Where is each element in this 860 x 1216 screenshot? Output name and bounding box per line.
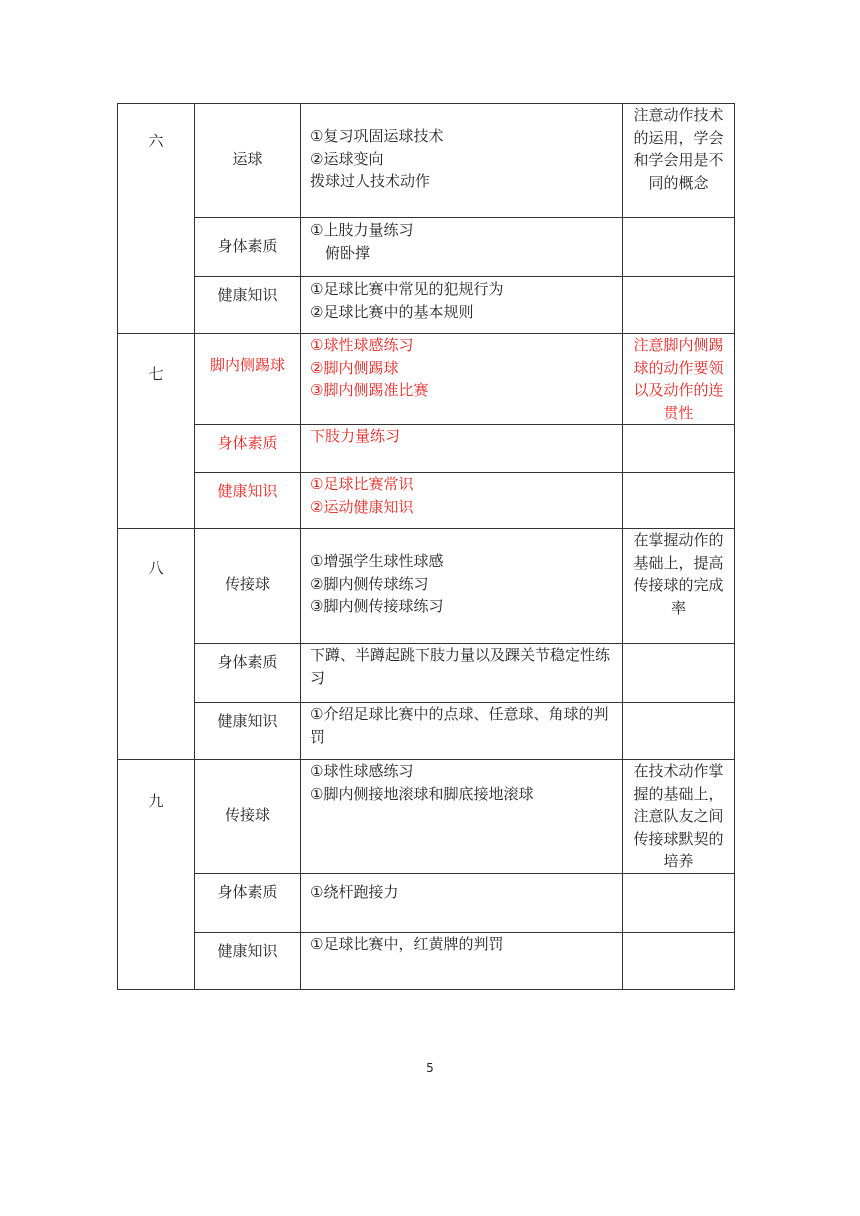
- topic-label: 运球: [232, 150, 263, 168]
- note-cell: [623, 425, 735, 473]
- note-line: 同的概念: [648, 173, 709, 192]
- table-row: [118, 277, 735, 334]
- note-line: 以及动作的连: [633, 381, 724, 399]
- content-cell: [301, 218, 623, 277]
- note-cell: [623, 473, 735, 529]
- page-number: 5: [426, 1061, 434, 1075]
- note-cell: [623, 874, 735, 933]
- note-cell: [623, 104, 735, 218]
- note-cell: [623, 277, 735, 334]
- topic-label: 健康知识: [217, 712, 278, 730]
- note-line: 培养: [663, 852, 694, 870]
- topic-label: 健康知识: [217, 286, 278, 304]
- content-line: ①增强学生球性球感: [310, 552, 444, 570]
- content-line: 俯卧撑: [310, 243, 371, 262]
- table-row: [118, 218, 735, 277]
- topic-label: 健康知识: [217, 942, 278, 960]
- week-number: 七: [148, 365, 164, 383]
- topic-label: 脚内侧踢球: [209, 356, 285, 374]
- note-line: 基础上，提高: [633, 553, 724, 572]
- note-line: 和学会用是不: [633, 151, 724, 169]
- table-row: [118, 529, 735, 644]
- topic-label: 身体素质: [217, 883, 278, 901]
- table-row: [118, 473, 735, 529]
- note-line: 注意动作技术: [633, 106, 724, 124]
- content-line: ①介绍足球比赛中的点球、任意球、角球的判罚: [310, 705, 609, 746]
- content-cell: [301, 334, 623, 425]
- note-line: 注意脚内侧踢: [633, 336, 724, 354]
- note-line: 在技术动作掌: [633, 762, 724, 780]
- content-cell: [301, 473, 623, 529]
- content-line: ②脚内侧踢球: [310, 358, 399, 377]
- note-line: 传接球默契的: [633, 829, 724, 848]
- note-line: 注意队友之间: [633, 807, 724, 825]
- topic-cell: [195, 874, 301, 933]
- content-line: ③脚内侧传接球练习: [310, 597, 444, 615]
- note-line: 球的动作要领: [633, 358, 724, 377]
- week-number: 八: [148, 559, 164, 577]
- content-line: ③脚内侧踢准比赛: [310, 381, 429, 399]
- note-cell: [623, 760, 735, 874]
- topic-cell: [195, 703, 301, 760]
- note-cell: [623, 644, 735, 703]
- topic-cell: [195, 277, 301, 334]
- content-cell: [301, 703, 623, 760]
- week-number-cell: [118, 334, 195, 529]
- topic-cell: [195, 425, 301, 473]
- content-line: ①绕杆跑接力: [310, 883, 399, 901]
- topic-label: 传接球: [224, 575, 270, 593]
- content-line: ②足球比赛中的基本规则: [310, 302, 474, 321]
- table-row: [118, 760, 735, 874]
- table-row: [118, 933, 735, 990]
- content-cell: [301, 760, 623, 874]
- table-row: [118, 703, 735, 760]
- note-cell: [623, 334, 735, 425]
- topic-label: 身体素质: [217, 434, 278, 452]
- content-line: ①球性球感练习: [310, 336, 414, 354]
- topic-label: 身体素质: [217, 653, 278, 671]
- lesson-plan-body: [118, 104, 735, 990]
- content-cell: [301, 529, 623, 644]
- content-line: ①球性球感练习: [310, 762, 414, 780]
- topic-cell: [195, 218, 301, 277]
- table-row: [118, 874, 735, 933]
- topic-cell: [195, 644, 301, 703]
- content-cell: [301, 644, 623, 703]
- note-cell: [623, 933, 735, 990]
- week-number-cell: [118, 104, 195, 334]
- topic-cell: [195, 473, 301, 529]
- content-cell: [301, 933, 623, 990]
- content-line: ①足球比赛常识: [310, 475, 414, 493]
- topic-cell: [195, 104, 301, 218]
- note-line: 握的基础上，: [633, 784, 724, 803]
- content-line: 下肢力量练习: [310, 427, 401, 445]
- note-line: 贯性: [663, 403, 694, 422]
- content-line: ①上肢力量练习: [310, 221, 414, 239]
- week-number-cell: [118, 529, 195, 760]
- content-line: ②运球变向: [310, 149, 384, 168]
- week-number-cell: [118, 760, 195, 990]
- content-cell: [301, 277, 623, 334]
- table-row: [118, 104, 735, 218]
- content-cell: [301, 874, 623, 933]
- content-line: ①复习巩固运球技术: [310, 127, 444, 145]
- topic-label: 身体素质: [217, 237, 278, 255]
- content-cell: [301, 104, 623, 218]
- content-line: ①脚内侧接地滚球和脚底接地滚球: [310, 784, 534, 803]
- week-number: 九: [148, 792, 164, 810]
- note-cell: [623, 529, 735, 644]
- note-line: 在掌握动作的: [633, 531, 724, 549]
- content-line: ①足球比赛中常见的犯规行为: [310, 280, 504, 298]
- topic-label: 健康知识: [217, 482, 278, 500]
- content-cell: [301, 425, 623, 473]
- topic-cell: [195, 529, 301, 644]
- note-cell: [623, 703, 735, 760]
- note-line: 率: [670, 598, 686, 617]
- lesson-plan-table: [117, 103, 735, 990]
- content-line: ②运动健康知识: [310, 497, 414, 516]
- note-line: 的运用，学会: [633, 128, 724, 147]
- content-line: 拨球过人技术动作: [310, 172, 431, 190]
- week-number: 六: [148, 132, 164, 150]
- topic-cell: [195, 334, 301, 425]
- topic-cell: [195, 933, 301, 990]
- table-row: [118, 425, 735, 473]
- table-row: [118, 644, 735, 703]
- content-line: ②脚内侧传球练习: [310, 574, 429, 593]
- topic-cell: [195, 760, 301, 874]
- note-line: 传接球的完成: [633, 576, 724, 594]
- note-cell: [623, 218, 735, 277]
- content-line: ①足球比赛中，红黄牌的判罚: [310, 935, 504, 953]
- table-row: [118, 334, 735, 425]
- content-line: 下蹲、半蹲起跳下肢力量以及踝关节稳定性练习: [310, 646, 611, 687]
- topic-label: 传接球: [224, 806, 270, 824]
